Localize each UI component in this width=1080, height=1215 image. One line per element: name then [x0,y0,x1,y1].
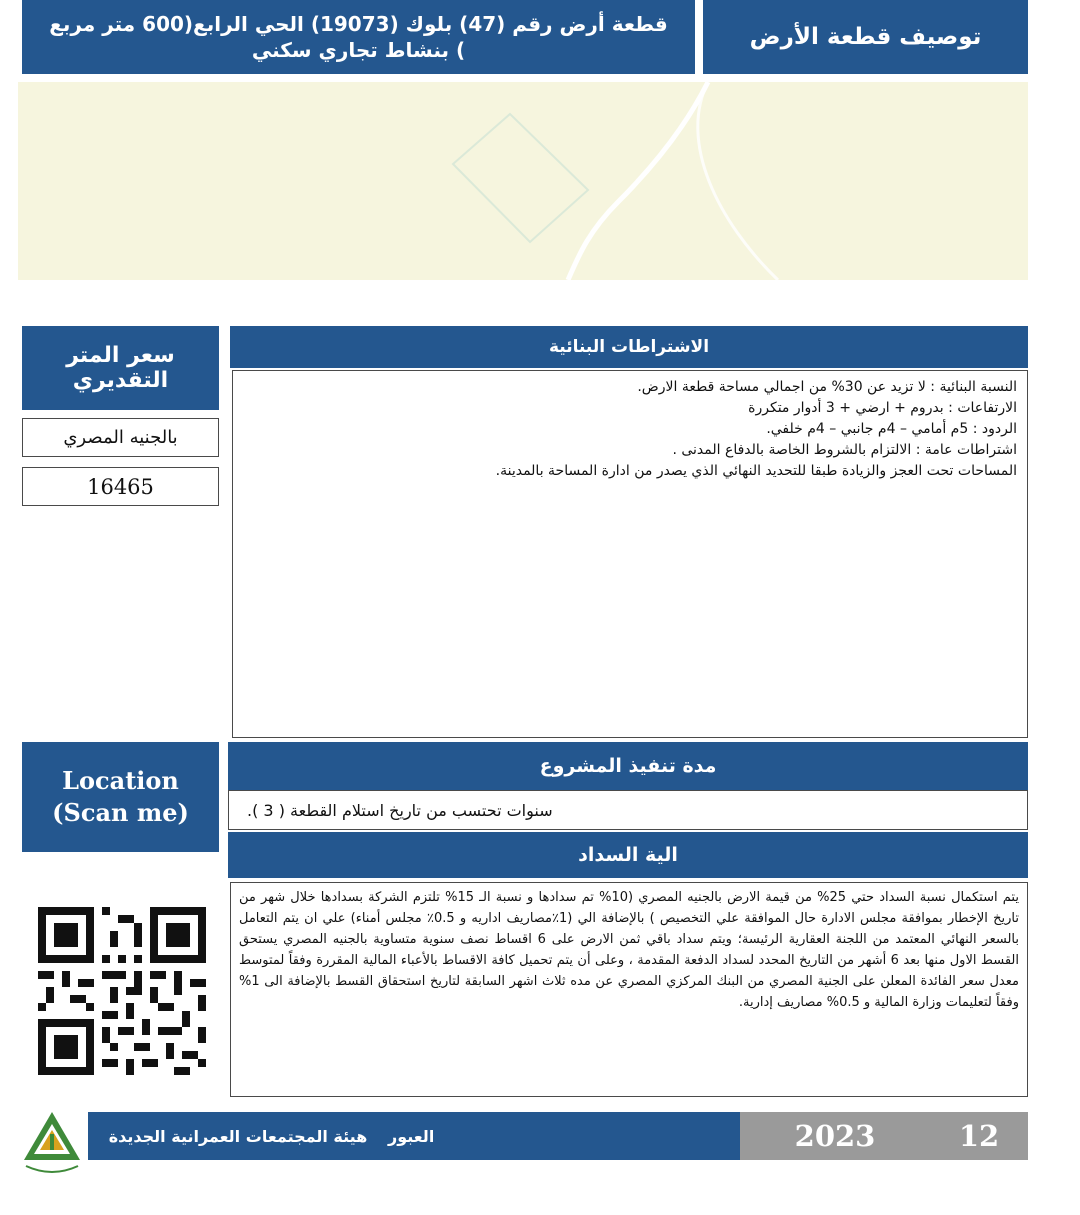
plot-map[interactable] [18,82,1028,280]
condition-line: الردود : 5م أمامي – 4م جانبي – 4م خلفي. [766,421,1017,437]
duration-body [228,790,1028,830]
condition-line: الارتفاعات : بدروم + ارضي + 3 أدوار متكررة [748,400,1017,416]
price-currency: بالجنيه المصري [22,418,219,457]
payment-body [230,882,1028,1097]
footer-city: العبور [388,1112,740,1160]
plot-title: قطعة أرض رقم (47) بلوك (19073) الحي الرابع(600 متر مربع ) بنشاط تجاري سكني [22,0,695,74]
payment-text: يتم استكمال نسبة السداد حتي 25% من قيمة الارض بالجنيه المصري (10% تم سدادها و نسبة الـ 15% تلتزم الشركة بسدادها خلال شهر من تاريخ الإخطار بموافقة مجلس الادارة حال الموافقة علي التخصيص ) بالإضافة الي (1٪مصاريف اداريه و 0.5٪ مجلس أمناء) علي ان يتم التعامل بالسعر النهائي المعتمد من اللجنة العقارية الرئيسة؛ ويتم سداد باقي ثمن الارض على 6 اقساط نصف سنوية متساوية بالجنيه المصري يستحق القسط الاول منها بعد 6 أشهر من التاريخ المحدد لسداد الدفعة المقدمة ، وعلى أن يتم تحميل كافة الاقساط بالأعباء المالية المقررة وفقاً لمتوسط معدل سعر الفائدة المعلن على الجنية المصري من البنك المركزي المصري عن مده ثلاث اشهر السابقة لتاريخ استحقاق القسط بالإضافة الى 1% وفقاً لتعليمات وزارة المالية و 0.5% مصاريف إدارية. [239,890,1019,1010]
footer-year: 2023 [740,1112,930,1160]
map-graphic [18,82,1028,280]
price-value: 16465 [22,467,219,506]
price-heading: سعر المتر التقديري [22,326,219,410]
duration-heading: مدة تنفيذ المشروع [228,742,1028,790]
location-subtitle: (Scan me) [52,798,189,827]
condition-line: اشتراطات عامة : الالتزام بالشروط الخاصة بالدفاع المدنى . [672,442,1017,458]
qr-code-icon[interactable] [38,907,206,1075]
payment-heading: الية السداد [228,832,1028,878]
building-conditions-body [232,370,1028,738]
duration-text: سنوات تحتسب من تاريخ استلام القطعة ( 3 ). [247,800,553,820]
ncua-logo-icon [20,1108,84,1180]
building-conditions-heading: الاشتراطات البنائية [230,326,1028,368]
location-box [22,742,219,852]
section-title: توصيف قطعة الأرض [703,0,1028,74]
condition-line: المساحات تحت العجز والزيادة طبقا للتحديد النهائي الذي يصدر من ادارة المساحة بالمدينة. [495,463,1017,479]
condition-line: النسبة البنائية : لا تزيد عن 30% من اجمالي مساحة قطعة الارض. [637,379,1017,395]
footer-organization: هيئة المجتمعات العمرانية الجديدة [88,1112,388,1160]
location-title: Location [62,766,179,795]
page-number: 12 [930,1112,1028,1160]
